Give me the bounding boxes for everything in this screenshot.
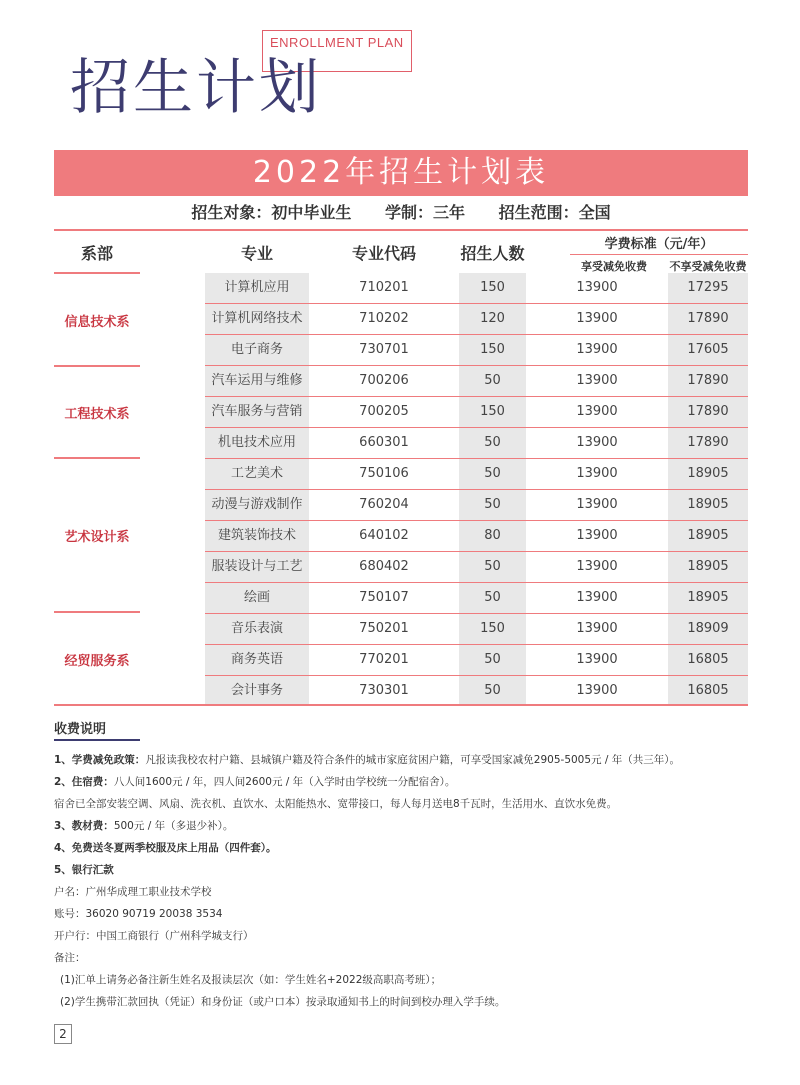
notes-title-rule [54,739,140,741]
note-text: 凡报读我校农村户籍、县城镇户籍及符合条件的城市家庭贫困户籍，可享受国家减免2905-5005元 / 年（共三年）。 [145,754,681,766]
fee-reduced-cell: 13900 [576,373,618,388]
note-text: 八人间1600元 / 年，四人间2600元 / 年（入学时由学校统一分配宿舍）。 [113,776,456,788]
count-cell: 150 [459,614,526,644]
code-cell: 680402 [359,559,409,574]
col-header-dept: 系部 [80,244,113,263]
code-cell: 750107 [359,590,409,605]
col-header-major: 专业 [240,244,273,263]
table-banner: 2022年招生计划表 [54,150,748,196]
table-top-rule [54,229,748,231]
bank-name: 开户行：中国工商银行（广州科学城支行） [54,930,254,942]
note-label: 2、住宿费： [54,776,114,788]
dept-rule [54,365,140,367]
code-cell: 640102 [359,528,409,543]
fee-reduced-cell: 13900 [576,404,618,419]
target-label: 招生对象：初中毕业生 [191,203,352,222]
duration-label: 学制：三年 [384,203,465,222]
note-label: 1、学费减免政策： [54,754,146,766]
table-row [205,366,748,397]
major-cell: 建筑装饰技术 [205,521,309,551]
count-cell: 50 [459,552,526,582]
code-cell: 710201 [359,280,409,295]
fee-reduced-cell: 13900 [576,621,618,636]
count-cell: 50 [459,366,526,396]
table-row [205,397,748,428]
code-cell: 660301 [359,435,409,450]
table-bottom-rule [54,704,748,706]
fee-full-cell: 17890 [668,366,748,396]
table-row [205,552,748,583]
major-cell: 电子商务 [205,335,309,365]
fee-full-cell: 18905 [668,583,748,613]
table-row [205,583,748,614]
page-number: 2 [54,1024,72,1044]
major-cell: 会计事务 [205,676,309,706]
count-cell: 120 [459,304,526,334]
table-row [205,304,748,335]
fee-reduced-cell: 13900 [576,683,618,698]
major-cell: 工艺美术 [205,459,309,489]
fee-full-cell: 17890 [668,428,748,458]
fee-reduced-cell: 13900 [576,311,618,326]
note-item [54,771,754,793]
fee-reduced-cell: 13900 [576,497,618,512]
remark-label: 备注： [54,952,86,964]
major-cell: 音乐表演 [205,614,309,644]
fee-full-cell: 18905 [668,490,748,520]
code-cell: 730701 [359,342,409,357]
fee-full-cell: 17605 [668,335,748,365]
fee-full-cell: 17890 [668,397,748,427]
table-row [205,490,748,521]
fee-full-cell: 17890 [668,304,748,334]
major-cell: 机电技术应用 [205,428,309,458]
page-title: 招生计划 [70,53,322,123]
table-row [205,273,748,304]
count-cell: 50 [459,676,526,706]
count-cell: 50 [459,490,526,520]
col-header-fee-full: 不享受减免收费 [669,260,747,273]
enrollment-summary [54,200,748,226]
col-header-code: 专业代码 [351,244,416,263]
table-row [205,676,748,707]
account-name: 户名：广州华成理工职业技术学校 [54,886,212,898]
code-cell: 760204 [359,497,409,512]
code-cell: 700205 [359,404,409,419]
table-row [205,335,748,366]
note-label: 5、银行汇款 [54,864,114,876]
major-cell: 计算机应用 [205,273,309,303]
table-row [205,459,748,490]
col-header-count: 招生人数 [460,244,525,263]
table-row [205,645,748,676]
fee-reduced-cell: 13900 [576,559,618,574]
dept-label: 艺术设计系 [64,530,130,545]
fee-full-cell: 18905 [668,552,748,582]
count-cell: 150 [459,335,526,365]
dept-rule [54,611,140,613]
en-title: ENROLLMENT PLAN [270,35,410,50]
fee-reduced-cell: 13900 [576,590,618,605]
code-cell: 730301 [359,683,409,698]
dept-label: 工程技术系 [64,407,130,422]
fee-reduced-cell: 13900 [576,466,618,481]
fee-full-cell: 18905 [668,459,748,489]
fee-full-cell: 16805 [668,676,748,706]
table-row [205,521,748,552]
code-cell: 710202 [359,311,409,326]
note-item: 宿舍已全部安装空调、风扇、洗衣机、直饮水、太阳能热水、宽带接口，每人每月送电8千瓦时，生活用水、直饮水免费。 [54,798,618,810]
note-label: 3、教材费： [54,820,114,832]
table-row [205,428,748,459]
major-cell: 计算机网络技术 [205,304,309,334]
count-cell: 150 [459,273,526,303]
note-item [54,859,754,881]
dept-rule [54,457,140,459]
major-cell: 动漫与游戏制作 [205,490,309,520]
remark-item: (2)学生携带汇款回执（凭证）和身份证（或户口本）按录取通知书上的时间到校办理入学手续。 [60,996,506,1008]
code-cell: 700206 [359,373,409,388]
account-number: 账号：36020 90719 20038 3534 [54,908,223,920]
fee-notes [54,718,754,1013]
major-cell: 商务英语 [205,645,309,675]
code-cell: 750106 [359,466,409,481]
note-item [54,837,754,859]
fee-reduced-cell: 13900 [576,342,618,357]
note-label: 4、免费送冬夏两季校服及床上用品（四件套）。 [54,842,277,854]
fee-full-cell: 18909 [668,614,748,644]
dept-label: 信息技术系 [64,315,130,330]
fee-reduced-cell: 13900 [576,652,618,667]
code-cell: 750201 [359,621,409,636]
fee-full-cell: 16805 [668,645,748,675]
fee-full-cell: 17295 [668,273,748,303]
remark-item: (1)汇单上请务必备注新生姓名及报读层次（如：学生姓名+2022级高职高考班）； [60,974,442,986]
count-cell: 50 [459,583,526,613]
major-cell: 服装设计与工艺 [205,552,309,582]
note-item [54,749,754,771]
count-cell: 50 [459,459,526,489]
major-cell: 绘画 [205,583,309,613]
notes-title: 收费说明 [54,722,107,737]
major-cell: 汽车服务与营销 [205,397,309,427]
dept-label: 经贸服务系 [64,654,130,669]
note-text: 500元 / 年（多退少补）。 [113,820,234,832]
fee-reduced-cell: 13900 [576,280,618,295]
fee-reduced-cell: 13900 [576,435,618,450]
note-item [54,815,754,837]
dept-rule [54,272,140,274]
fee-full-cell: 18905 [668,521,748,551]
major-cell: 汽车运用与维修 [205,366,309,396]
scope-label: 招生范围：全国 [498,203,611,222]
fee-reduced-cell: 13900 [576,528,618,543]
count-cell: 80 [459,521,526,551]
count-cell: 50 [459,645,526,675]
code-cell: 770201 [359,652,409,667]
col-header-fee: 学费标准（元/年） [604,237,714,252]
count-cell: 150 [459,397,526,427]
count-cell: 50 [459,428,526,458]
fee-header-rule [570,254,748,255]
table-row [205,614,748,645]
col-header-fee-reduced: 享受减免收费 [581,260,647,273]
